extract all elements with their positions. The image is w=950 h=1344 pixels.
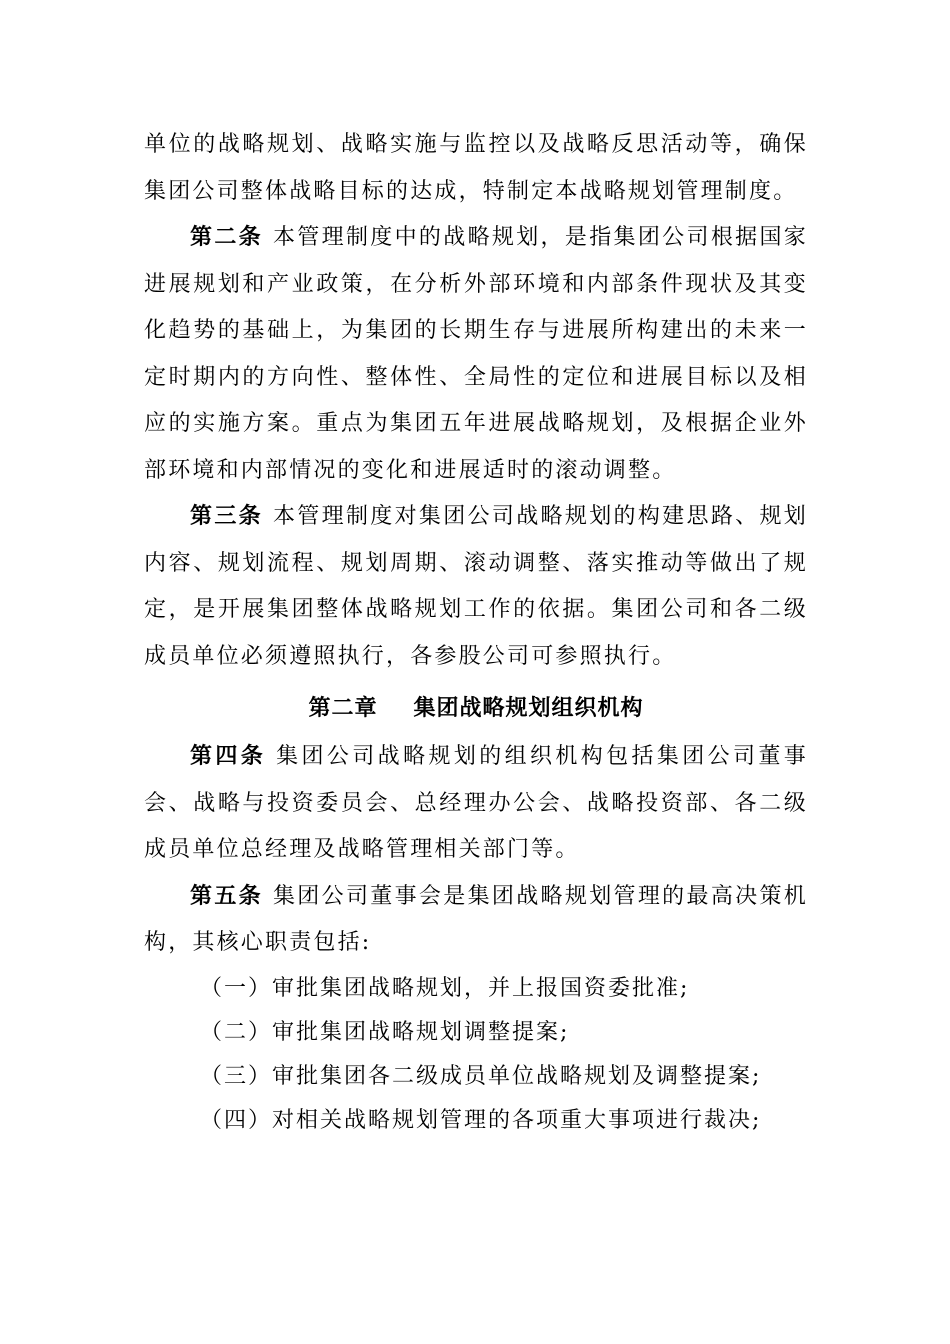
article-2-paragraph bbox=[144, 215, 808, 494]
article-3-paragraph bbox=[144, 494, 808, 680]
list-item: （四）对相关战略规划管理的各项重大事项进行裁决; bbox=[200, 1107, 762, 1133]
article-5-list bbox=[144, 967, 808, 1143]
list-item: （一）审批集团战略规划，并上报国资委批准; bbox=[200, 975, 690, 1001]
chapter-number: 第二章 bbox=[308, 696, 378, 721]
article-3-text: 本管理制度对集团公司战略规划的构建思路、规划内容、规划流程、规划周期、滚动调整、落实推动等做出了规定，是开展集团整体战略规划工作的依据。集团公司和各二级成员单位必须遵照执行，各参股公司可参照执行。 bbox=[144, 504, 808, 669]
chapter-heading bbox=[144, 686, 808, 732]
article-4-text: 集团公司战略规划的组织机构包括集团公司董事会、战略与投资委员会、总经理办公会、战略投资部、各二级成员单位总经理及战略管理相关部门等。 bbox=[144, 744, 808, 862]
document-body bbox=[144, 122, 808, 1143]
article-5-label: 第五条 bbox=[190, 883, 263, 909]
article-3-label: 第三条 bbox=[190, 504, 263, 529]
article-4-label: 第四条 bbox=[190, 744, 267, 769]
chapter-title: 集团战略规划组织机构 bbox=[413, 696, 644, 721]
article-5-paragraph bbox=[144, 874, 808, 967]
article-5-text: 集团公司董事会是集团战略规划管理的最高决策机构，其核心职责包括: bbox=[144, 883, 808, 955]
article-2-label: 第二条 bbox=[190, 225, 263, 250]
list-item: （二）审批集团战略规划调整提案; bbox=[200, 1019, 570, 1045]
article-2-text: 本管理制度中的战略规划，是指集团公司根据国家进展规划和产业政策，在分析外部环境和内部条件现状及其变化趋势的基础上，为集团的长期生存与进展所构建出的未来一定时期内的方向性、整体性、全局性的定位和进展目标以及相应的实施方案。重点为集团五年进展战略规划，及根据企业外部环境和内部情况的变化和进展适时的滚动调整。 bbox=[144, 225, 808, 483]
list-item: （三）审批集团各二级成员单位战略规划及调整提案; bbox=[200, 1063, 762, 1089]
article-4-paragraph bbox=[144, 734, 808, 874]
intro-paragraph: 单位的战略规划、战略实施与监控以及战略反思活动等，确保集团公司整体战略目标的达成，特制定本战略规划管理制度。 bbox=[144, 132, 808, 204]
